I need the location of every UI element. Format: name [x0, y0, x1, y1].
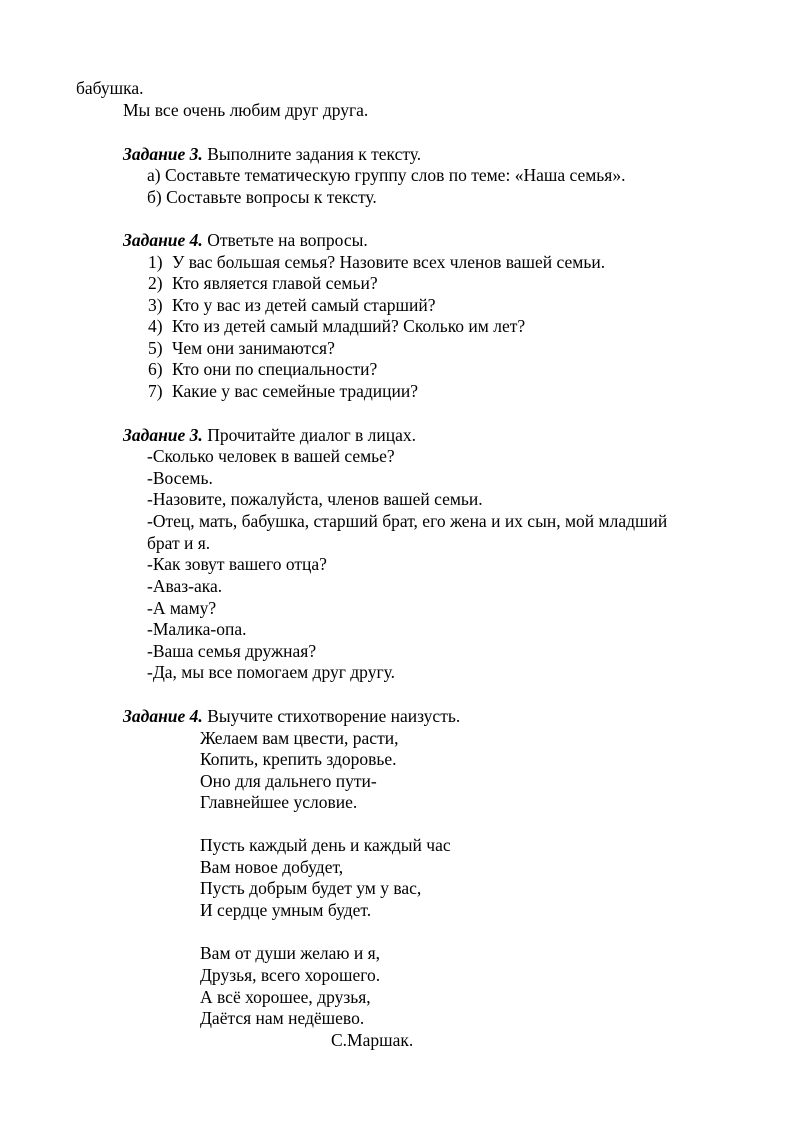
task-label: Задание 3. — [123, 144, 203, 164]
task-4b-heading — [123, 705, 460, 727]
task-3a-item: а) Составьте тематическую группу слов по теме: «Наша семья». — [147, 165, 626, 185]
question-number: 7) — [148, 381, 163, 401]
question-text: Кто является главой семьи? — [172, 273, 378, 293]
question-text: У вас большая семья? Назовите всех членов вашей семьи. — [172, 252, 606, 272]
question-item — [148, 358, 377, 380]
question-item — [148, 272, 378, 294]
question-text: Кто они по специальности? — [172, 359, 378, 379]
question-item — [148, 251, 605, 273]
intro-line-1: бабушка. — [76, 78, 144, 98]
question-item — [148, 315, 525, 337]
task-label: Задание 4. — [123, 230, 203, 250]
question-text: Какие у вас семейные традиции? — [172, 381, 419, 401]
question-number: 1) — [148, 252, 163, 272]
poem-line: Пусть добрым будет ум у вас, — [200, 878, 422, 898]
question-number: 2) — [148, 273, 163, 293]
poem-line: Даётся нам недёшево. — [200, 1008, 365, 1028]
question-text: Чем они занимаются? — [172, 338, 335, 358]
task-3a-item: б) Составьте вопросы к тексту. — [147, 187, 377, 207]
poem-line: Главнейшее условие. — [200, 792, 358, 812]
task-title: Выполните задания к тексту. — [202, 144, 422, 164]
task-title: Выучите стихотворение наизусть. — [202, 706, 461, 726]
poem-line: Вам новое добудет, — [200, 857, 344, 877]
poem-line: И сердце умным будет. — [200, 900, 372, 920]
question-text: Кто у вас из детей самый старший? — [172, 295, 436, 315]
question-number: 5) — [148, 338, 163, 358]
poem-line: Друзья, всего хорошего. — [200, 965, 381, 985]
question-item — [148, 337, 335, 359]
dialog-line: -Да, мы все помогаем друг другу. — [147, 662, 395, 682]
dialog-line: -Отец, мать, бабушка, старший брат, его жена и их сын, мой младший — [147, 511, 668, 531]
poem-line: Копить, крепить здоровье. — [200, 749, 397, 769]
dialog-line: -Восемь. — [147, 468, 213, 488]
intro-line-2: Мы все очень любим друг друга. — [123, 100, 369, 120]
poem-line: Оно для дальнего пути- — [200, 771, 377, 791]
question-number: 6) — [148, 359, 163, 379]
dialog-line: -Назовите, пожалуйста, членов вашей семьи. — [147, 489, 483, 509]
dialog-line: -Ваша семья дружная? — [147, 641, 317, 661]
question-number: 3) — [148, 295, 163, 315]
poem-line: Пусть каждый день и каждый час — [200, 835, 451, 855]
dialog-line: -А маму? — [147, 598, 217, 618]
question-item — [148, 294, 436, 316]
dialog-line: -Аваз-ака. — [147, 576, 223, 596]
task-title: Ответьте на вопросы. — [202, 230, 368, 250]
poem-line: Желаем вам цвести, расти, — [200, 728, 399, 748]
task-label: Задание 4. — [123, 706, 203, 726]
task-title: Прочитайте диалог в лицах. — [202, 425, 417, 445]
poem-line: Вам от души желаю и я, — [200, 943, 381, 963]
poem-line: А всё хорошее, друзья, — [200, 987, 371, 1007]
dialog-line: -Малика-опа. — [147, 619, 247, 639]
dialog-line: -Как зовут вашего отца? — [147, 554, 327, 574]
dialog-line: брат и я. — [147, 533, 211, 553]
question-item — [148, 380, 418, 402]
task-3a-heading — [123, 143, 421, 165]
question-text: Кто из детей самый младший? Сколько им лет? — [172, 316, 526, 336]
dialog-line: -Сколько человек в вашей семье? — [147, 446, 395, 466]
task-label: Задание 3. — [123, 425, 203, 445]
task-3b-heading — [123, 424, 416, 446]
question-number: 4) — [148, 316, 163, 336]
poem-author: С.Маршак. — [331, 1030, 414, 1050]
task-4a-heading — [123, 229, 368, 251]
